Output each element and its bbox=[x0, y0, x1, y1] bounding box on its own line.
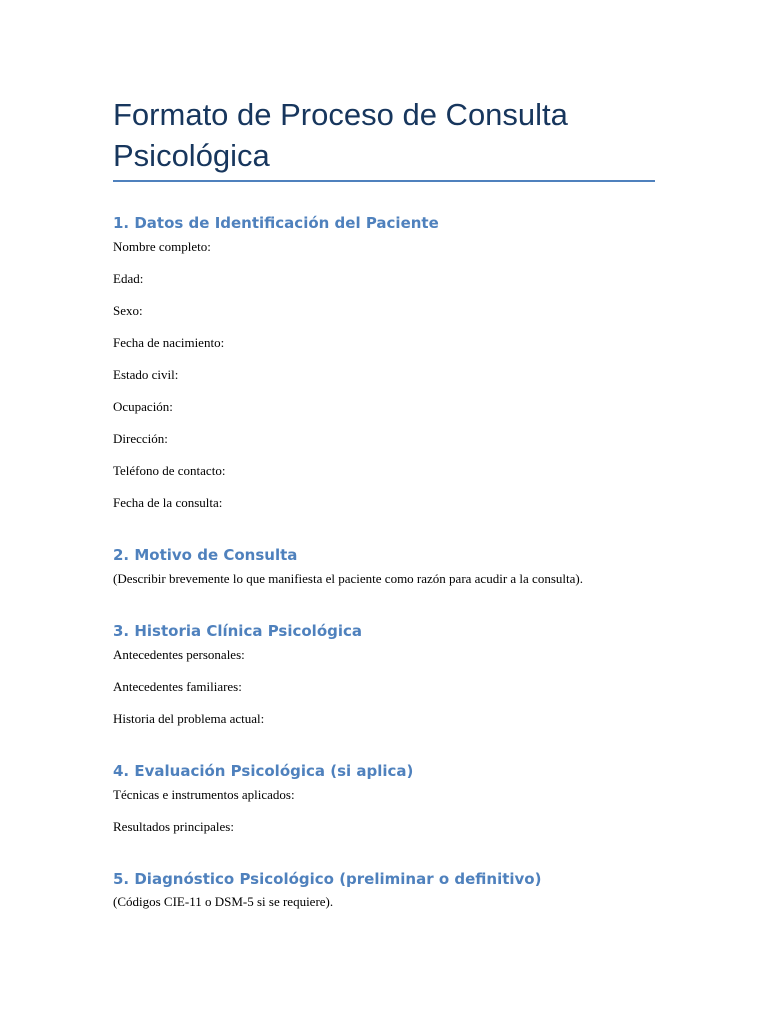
field-tecnicas-instrumentos: Técnicas e instrumentos aplicados: bbox=[113, 787, 295, 802]
document-title-line-2: Psicológica bbox=[113, 138, 270, 173]
title-underline-rule bbox=[113, 180, 655, 182]
field-direccion: Dirección: bbox=[113, 431, 168, 446]
field-motivo-descripcion: (Describir brevemente lo que manifiesta el paciente como razón para acudir a la consulta). bbox=[113, 571, 583, 586]
document-title-line-1: Formato de Proceso de Consulta bbox=[113, 97, 568, 132]
field-historia-problema-actual: Historia del problema actual: bbox=[113, 711, 265, 726]
section-heading-datos-identificacion: 1. Datos de Identificación del Paciente bbox=[113, 214, 439, 232]
document-title bbox=[113, 94, 655, 176]
field-estado-civil: Estado civil: bbox=[113, 367, 179, 382]
section-heading-historia-clinica: 3. Historia Clínica Psicológica bbox=[113, 622, 363, 640]
field-ocupacion: Ocupación: bbox=[113, 399, 173, 414]
field-codigos-diagnostico: (Códigos CIE-11 o DSM-5 si se requiere). bbox=[113, 894, 334, 909]
field-antecedentes-familiares: Antecedentes familiares: bbox=[113, 679, 242, 694]
field-resultados-principales: Resultados principales: bbox=[113, 819, 234, 834]
section-heading-evaluacion-psicologica: 4. Evaluación Psicológica (si aplica) bbox=[113, 762, 414, 780]
section-heading-motivo-consulta: 2. Motivo de Consulta bbox=[113, 546, 298, 564]
field-antecedentes-personales: Antecedentes personales: bbox=[113, 647, 245, 662]
section-heading-diagnostico-psicologico: 5. Diagnóstico Psicológico (preliminar o definitivo) bbox=[113, 870, 542, 888]
field-edad: Edad: bbox=[113, 271, 144, 286]
field-sexo: Sexo: bbox=[113, 303, 143, 318]
field-fecha-nacimiento: Fecha de nacimiento: bbox=[113, 335, 225, 350]
field-nombre-completo: Nombre completo: bbox=[113, 239, 211, 254]
field-fecha-consulta: Fecha de la consulta: bbox=[113, 495, 223, 510]
field-telefono-contacto: Teléfono de contacto: bbox=[113, 463, 226, 478]
